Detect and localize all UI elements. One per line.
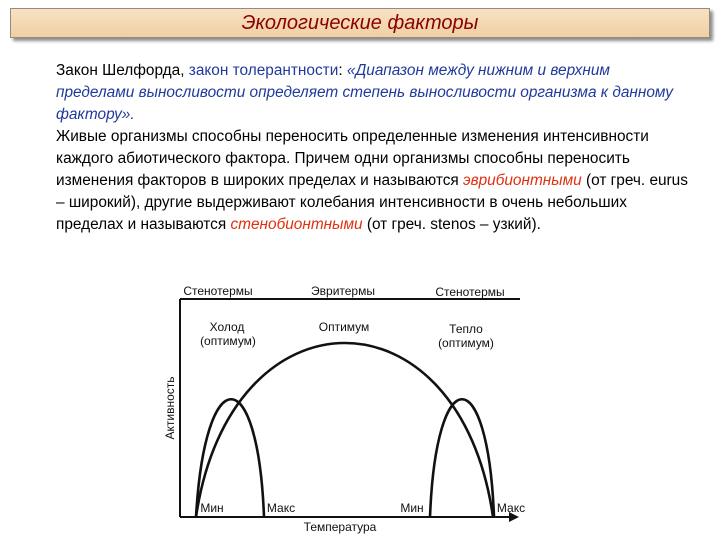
p1-term: закон толерантности <box>188 62 339 79</box>
min-right-label: Мин <box>400 501 424 515</box>
p2-part2: (от греч. eurus – широкий), другие выдерживают колебания интенсивности в очень небольших пределах и называются <box>56 172 688 233</box>
curve-warm <box>430 399 494 517</box>
p1-colon: : <box>338 62 347 79</box>
header-middle-label: Эвритермы <box>311 284 375 298</box>
p2-part1: Живые организмы способны переносить определенные изменения интенсивности каждого абиотического фактора. Причем одни организмы способны переносить изменения факторов в широких пределах и называются <box>56 128 649 189</box>
max-right-label: Макс <box>496 501 526 515</box>
min-left-label: Мин <box>200 501 224 515</box>
p1-quote: «Диапазон между нижним и верхним пределами выносливости определяет степень выносливости организма к данному фактору». <box>56 62 673 123</box>
optimum-label: Оптимум <box>318 320 370 334</box>
curve-eurytherm <box>196 343 493 517</box>
warm-optimum-label: (оптимум) <box>438 336 494 350</box>
p2-term-steno: стенобионтными <box>230 216 363 233</box>
x-axis-label: Температура <box>303 520 377 534</box>
p1-lead: Закон Шелфорда, <box>56 62 189 79</box>
max-left-label: Макс <box>266 501 296 515</box>
cold-label: Холод <box>209 320 245 334</box>
warm-label: Тепло <box>449 322 483 336</box>
p2-part3: (от греч. stenos – узкий). <box>362 216 541 233</box>
slide-title: Экологические факторы <box>241 12 479 34</box>
y-axis-label: Активность <box>163 376 177 440</box>
header-right-label: Стенотермы <box>435 285 505 299</box>
cold-optimum-label: (оптимум) <box>200 334 256 348</box>
header-left-label: Стенотермы <box>183 284 253 298</box>
p2-term-eury: эврибионтными <box>463 172 582 189</box>
